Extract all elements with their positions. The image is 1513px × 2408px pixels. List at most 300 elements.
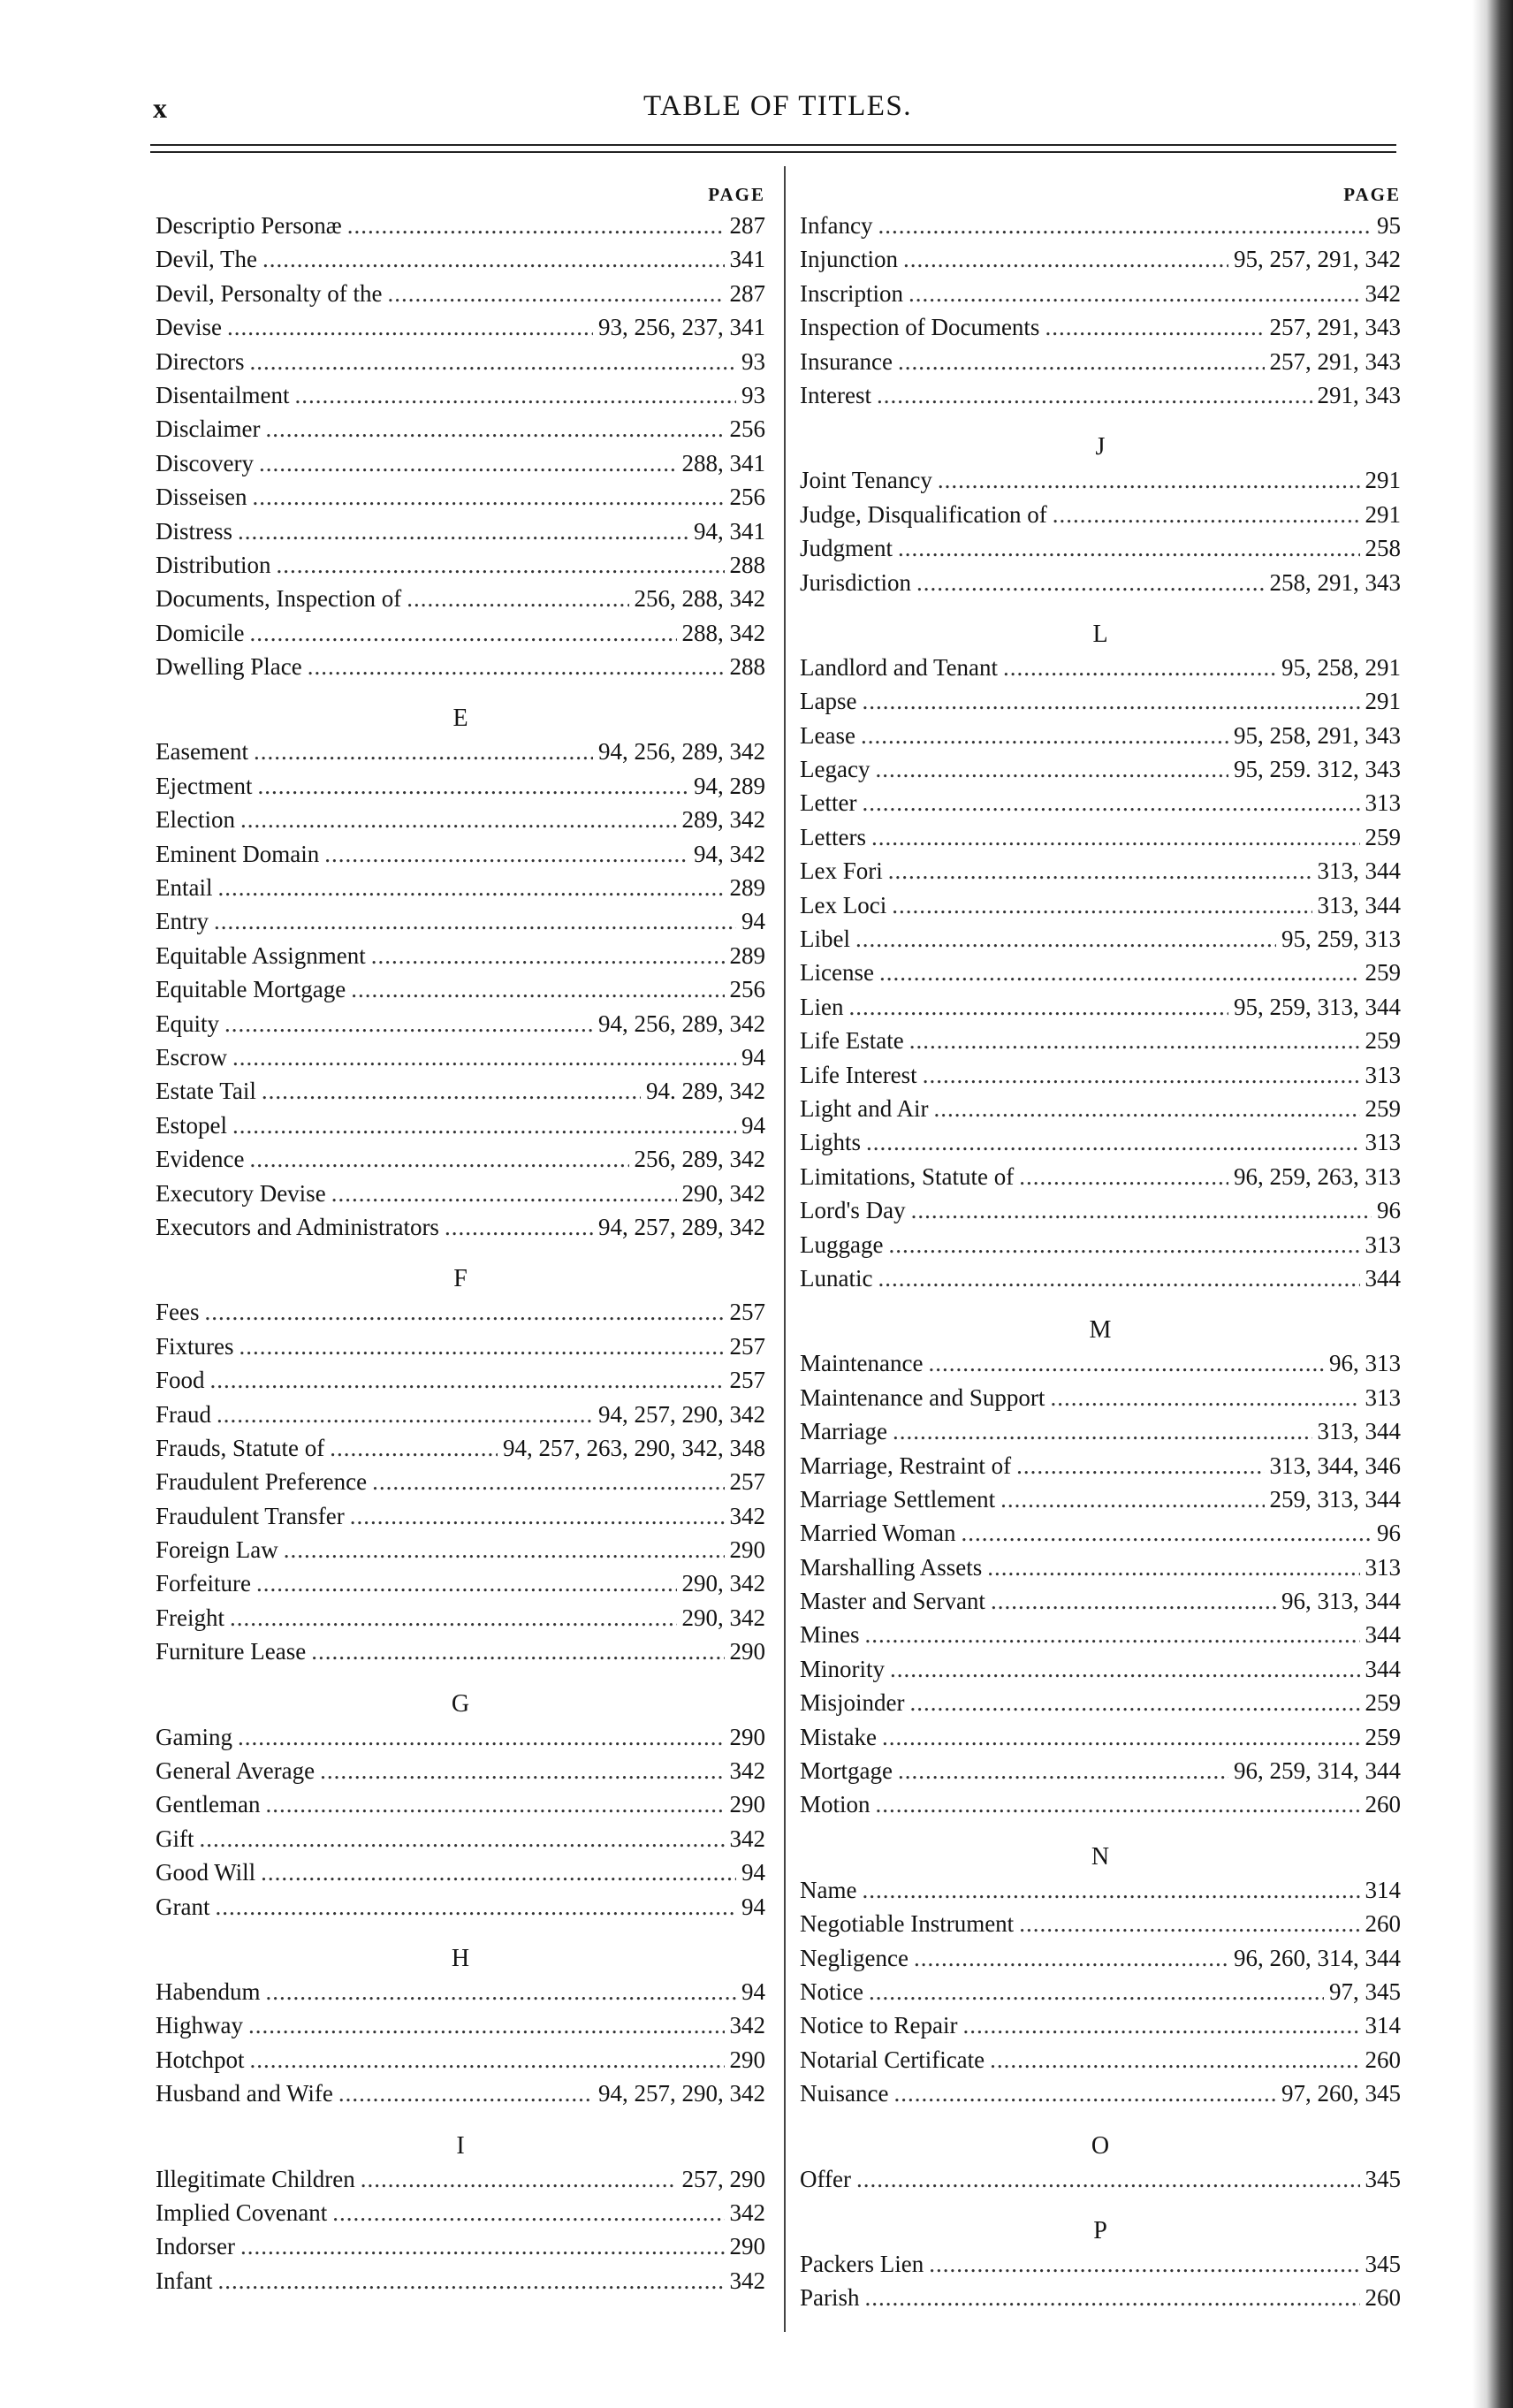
entry-pages: 258, 291, 343 — [1269, 568, 1401, 596]
leader-dots — [1019, 1163, 1228, 1191]
leader-dots — [214, 908, 736, 935]
entry-pages: 290 — [729, 1723, 765, 1750]
entry-title: Dwelling Place — [156, 653, 302, 681]
index-entry — [800, 1910, 1401, 1944]
leader-dots — [249, 348, 736, 376]
entry-title: Food — [156, 1367, 205, 1394]
leader-dots — [862, 688, 1359, 715]
leader-dots — [217, 874, 724, 902]
leader-dots — [1045, 314, 1264, 341]
entry-title: Furniture Lease — [156, 1638, 307, 1665]
leader-dots — [210, 1367, 725, 1394]
entry-title: Lease — [800, 721, 855, 749]
entry-pages: 257, 290 — [681, 2165, 765, 2192]
leader-dots — [265, 1978, 736, 2006]
entry-pages: 291, 343 — [1317, 381, 1401, 408]
entry-pages: 314 — [1365, 2012, 1401, 2039]
section-letter: P — [1093, 2216, 1107, 2244]
entry-title: Infant — [156, 2267, 213, 2294]
index-entry — [800, 1062, 1401, 1095]
entry-title: Lights — [800, 1129, 862, 1156]
index-entry — [156, 1825, 765, 1859]
entry-pages: 94, 341 — [694, 517, 765, 545]
leader-dots — [855, 926, 1276, 953]
entry-pages: 95, 258, 291 — [1281, 653, 1401, 681]
entry-title: Legacy — [800, 756, 871, 783]
header-rule-bottom — [150, 151, 1396, 153]
entry-pages: 260 — [1365, 2284, 1401, 2312]
leader-dots — [911, 1197, 1372, 1224]
entry-title: Devil, Personalty of the — [156, 279, 383, 307]
leader-dots — [361, 2166, 677, 2193]
entry-title: Maintenance and Support — [800, 1383, 1045, 1411]
entry-title: Grant — [156, 1893, 210, 1920]
entry-pages: 256 — [729, 415, 765, 443]
leader-dots — [284, 1536, 725, 1564]
entry-pages: 290 — [729, 2233, 765, 2260]
entry-title: Estate Tail — [156, 1078, 256, 1105]
entry-title: Eminent Domain — [156, 840, 320, 867]
index-entry — [156, 1791, 765, 1825]
leader-dots — [893, 2080, 1276, 2107]
leader-dots — [962, 2012, 1359, 2039]
entry-title: Fraud — [156, 1400, 211, 1428]
index-entry — [156, 653, 765, 687]
entry-pages: 257 — [729, 1468, 765, 1496]
entry-pages: 313 — [1365, 1129, 1401, 1156]
entry-pages: 342 — [1365, 279, 1401, 307]
leader-dots — [262, 1078, 641, 1105]
entry-title: Letters — [800, 823, 866, 850]
index-entry — [800, 1452, 1401, 1486]
section-letter: J — [1095, 433, 1106, 461]
entry-title: Fees — [156, 1299, 200, 1326]
entry-title: Notice to Repair — [800, 2012, 958, 2039]
index-entry — [156, 1894, 765, 1927]
entry-title: Parish — [800, 2284, 860, 2312]
index-entry — [156, 738, 765, 772]
index-entry — [156, 1724, 765, 1757]
leader-dots — [332, 2199, 724, 2227]
entry-pages: 94, 257, 289, 342 — [598, 1213, 765, 1240]
entry-title: Illegitimate Children — [156, 2165, 355, 2192]
index-entry — [156, 212, 765, 246]
leader-dots — [238, 1724, 725, 1751]
entry-title: Discovery — [156, 449, 254, 476]
leader-dots — [239, 1333, 725, 1360]
entry-pages: 289 — [729, 874, 765, 902]
leader-dots — [879, 959, 1360, 987]
entry-pages: 96, 259, 314, 344 — [1234, 1757, 1401, 1785]
leader-dots — [861, 722, 1228, 750]
index-entry — [800, 1231, 1401, 1265]
entry-pages: 96 — [1377, 1520, 1401, 1547]
entry-pages: 94, 257, 290, 342 — [598, 2080, 765, 2107]
leader-dots — [1003, 654, 1276, 682]
index-entry — [800, 1520, 1401, 1553]
leader-dots — [875, 756, 1228, 783]
entry-title: Frauds, Statute of — [156, 1434, 325, 1461]
section-letter: O — [1091, 2131, 1110, 2160]
index-entry — [800, 892, 1401, 926]
entry-title: Judgment — [800, 535, 893, 562]
index-entry — [156, 2166, 765, 2199]
leader-dots — [347, 212, 725, 240]
index-entry — [800, 722, 1401, 756]
leader-dots — [991, 1588, 1276, 1615]
entry-pages: 344 — [1365, 1655, 1401, 1682]
index-entry — [156, 314, 765, 347]
entry-title: Foreign Law — [156, 1536, 278, 1564]
entry-title: Easement — [156, 738, 248, 766]
entry-pages: 93 — [741, 381, 765, 408]
entry-pages: 94, 342 — [694, 840, 765, 867]
entry-title: Libel — [800, 926, 850, 953]
index-entry — [800, 2046, 1401, 2080]
entry-pages: 93, 256, 237, 341 — [598, 314, 765, 341]
index-entry — [156, 484, 765, 517]
entry-pages: 290, 342 — [681, 1570, 765, 1597]
entry-pages: 257, 291, 343 — [1269, 314, 1401, 341]
entry-title: Lex Loci — [800, 891, 887, 918]
leader-dots — [253, 484, 725, 511]
index-entry — [156, 1180, 765, 1214]
index-entry — [156, 2233, 765, 2267]
entry-pages: 289 — [729, 941, 765, 969]
section-letter: I — [456, 2131, 465, 2160]
index-entry — [800, 1757, 1401, 1791]
entry-pages: 259 — [1365, 1689, 1401, 1717]
entry-title: Maintenance — [800, 1350, 924, 1377]
index-entry — [156, 1146, 765, 1179]
index-entry — [800, 756, 1401, 789]
entry-pages: 94, 256, 289, 342 — [598, 738, 765, 766]
entry-pages: 345 — [1365, 2165, 1401, 2192]
index-entry — [156, 1859, 765, 1893]
leader-dots — [224, 1010, 593, 1038]
leader-dots — [848, 994, 1228, 1021]
entry-pages: 342 — [729, 2267, 765, 2294]
leader-dots — [890, 1656, 1359, 1683]
entry-title: Election — [156, 806, 235, 834]
entry-pages: 94. 289, 342 — [646, 1078, 765, 1105]
entry-title: Fraudulent Preference — [156, 1468, 368, 1496]
index-entry — [156, 2267, 765, 2301]
entry-pages: 260 — [1365, 2046, 1401, 2073]
index-entry — [156, 874, 765, 908]
entry-title: Offer — [800, 2165, 851, 2192]
entry-pages: 313 — [1365, 1231, 1401, 1258]
entry-pages: 94 — [741, 1111, 765, 1139]
index-entry — [800, 2251, 1401, 2284]
index-entry — [156, 1570, 765, 1604]
index-entry — [800, 824, 1401, 857]
index-entry — [800, 1027, 1401, 1061]
leader-dots — [898, 535, 1360, 562]
entry-title: Married Woman — [800, 1520, 956, 1547]
entry-title: Directors — [156, 347, 245, 375]
leader-dots — [990, 2046, 1359, 2074]
index-entry — [156, 841, 765, 874]
entry-title: Indorser — [156, 2233, 235, 2260]
entry-pages: 256, 288, 342 — [634, 585, 765, 613]
index-entry — [800, 1350, 1401, 1383]
index-entry — [800, 2166, 1401, 2199]
section-letter: M — [1089, 1316, 1112, 1345]
entry-title: Limitations, Statute of — [800, 1162, 1015, 1190]
index-entry — [800, 1656, 1401, 1689]
page-title: TABLE OF TITLES. — [643, 90, 912, 122]
leader-dots — [250, 2046, 725, 2074]
index-entry — [800, 1129, 1401, 1162]
index-entry — [800, 2012, 1401, 2046]
entry-title: Documents, Inspection of — [156, 585, 402, 613]
entry-pages: 259 — [1365, 1094, 1401, 1122]
entry-title: Motion — [800, 1791, 871, 1818]
entry-pages: 288 — [729, 653, 765, 681]
leader-dots — [350, 1503, 725, 1530]
left-column — [156, 177, 765, 2301]
entry-pages: 94 — [741, 1043, 765, 1071]
index-entry — [800, 1486, 1401, 1520]
entry-pages: 287 — [729, 279, 765, 307]
leader-dots — [259, 450, 677, 477]
entry-pages: 257 — [729, 1299, 765, 1326]
entry-pages: 290 — [729, 2046, 765, 2073]
entry-pages: 344 — [1365, 1621, 1401, 1649]
page-folio: x — [153, 92, 167, 124]
index-entry — [800, 1163, 1401, 1197]
entry-title: Estopel — [156, 1111, 227, 1139]
entry-pages: 289, 342 — [681, 806, 765, 834]
index-entry — [156, 2080, 765, 2114]
entry-title: Highway — [156, 2012, 243, 2039]
leader-dots — [898, 1757, 1228, 1785]
entry-title: Habendum — [156, 1977, 261, 2005]
entry-title: Luggage — [800, 1231, 884, 1258]
leader-dots — [232, 1112, 736, 1139]
entry-pages: 260 — [1365, 1791, 1401, 1818]
entry-pages: 256, 289, 342 — [634, 1146, 765, 1173]
leader-dots — [240, 806, 677, 834]
page-header — [150, 88, 1405, 133]
entry-title: Lien — [800, 993, 844, 1020]
index-entry — [800, 2080, 1401, 2114]
entry-title: Notarial Certificate — [800, 2046, 985, 2073]
index-entry — [156, 2046, 765, 2080]
leader-dots — [888, 857, 1312, 885]
entry-title: Equitable Mortgage — [156, 976, 346, 1003]
leader-dots — [903, 246, 1228, 273]
leader-dots — [933, 1095, 1359, 1123]
entry-title: Marriage, Restraint of — [800, 1452, 1012, 1479]
leader-dots — [909, 1027, 1360, 1055]
entry-pages: 94, 257, 263, 290, 342, 348 — [503, 1434, 765, 1461]
index-entry — [800, 348, 1401, 382]
entry-title: Devil, The — [156, 246, 257, 273]
leader-dots — [962, 1520, 1372, 1547]
section-letter: N — [1091, 1842, 1110, 1871]
leader-dots — [929, 2251, 1359, 2278]
index-entry — [800, 1095, 1401, 1129]
entry-title: Name — [800, 1876, 857, 1903]
entry-title: Distress — [156, 517, 232, 545]
index-entry — [156, 1435, 765, 1468]
entry-pages: 342 — [729, 1825, 765, 1852]
entry-pages: 314 — [1365, 1876, 1401, 1903]
entry-title: Executors and Administrators — [156, 1213, 439, 1240]
index-entry — [156, 773, 765, 806]
entry-title: Disseisen — [156, 484, 247, 511]
leader-dots — [892, 892, 1312, 919]
entry-title: Marriage — [800, 1418, 887, 1445]
entry-pages: 290 — [729, 1638, 765, 1665]
index-entry — [800, 1588, 1401, 1621]
entry-pages: 93 — [741, 347, 765, 375]
entry-pages: 95, 259. 312, 343 — [1234, 756, 1401, 783]
leader-dots — [916, 569, 1265, 597]
entry-title: Landlord and Tenant — [800, 653, 999, 681]
entry-pages: 94 — [741, 908, 765, 935]
entry-title: Judge, Disqualification of — [800, 500, 1047, 528]
entry-title: Inspection of Documents — [800, 314, 1040, 341]
index-entry — [800, 1724, 1401, 1757]
index-entry — [156, 806, 765, 840]
leader-dots — [1053, 501, 1360, 529]
index-entry — [156, 1044, 765, 1078]
entry-pages: 313 — [1365, 1553, 1401, 1581]
entry-pages: 313, 344 — [1317, 857, 1401, 885]
index-entry — [156, 1214, 765, 1247]
page-edge-shadow — [1472, 0, 1513, 2408]
entry-title: Gentleman — [156, 1791, 261, 1818]
entry-title: Good Will — [156, 1859, 256, 1886]
entry-pages: 288 — [729, 551, 765, 578]
right-column — [800, 177, 1401, 2319]
leader-dots — [320, 1757, 724, 1785]
entry-pages: 344 — [1365, 1264, 1401, 1292]
leader-dots — [338, 2080, 593, 2107]
entry-pages: 290, 342 — [681, 1179, 765, 1207]
index-entry — [800, 1945, 1401, 1978]
leader-dots — [878, 1265, 1359, 1292]
entry-pages: 257, 291, 343 — [1269, 347, 1401, 375]
entry-title: Minority — [800, 1655, 886, 1682]
entry-title: Life Interest — [800, 1061, 917, 1088]
entry-title: Fraudulent Transfer — [156, 1502, 345, 1529]
section-letter: G — [451, 1689, 470, 1718]
leader-dots — [1000, 1486, 1264, 1513]
leader-dots — [249, 1146, 628, 1173]
leader-dots — [308, 653, 725, 681]
leader-dots — [261, 1859, 736, 1886]
section-letter: F — [453, 1265, 468, 1293]
entry-title: Equity — [156, 1010, 219, 1037]
index-entry — [156, 1468, 765, 1502]
leader-dots — [445, 1214, 593, 1241]
entry-pages: 259 — [1365, 823, 1401, 850]
index-entry — [800, 280, 1401, 314]
entry-title: Devise — [156, 314, 222, 341]
entry-pages: 259 — [1365, 959, 1401, 987]
section-letter: E — [452, 705, 468, 733]
index-entry — [156, 2199, 765, 2233]
leader-dots — [331, 1180, 677, 1208]
entry-title: Evidence — [156, 1146, 245, 1173]
index-entry — [156, 1401, 765, 1435]
leader-dots — [262, 246, 725, 273]
index-entry — [800, 926, 1401, 959]
entry-title: Implied Covenant — [156, 2198, 328, 2226]
index-entry — [156, 450, 765, 484]
leader-dots — [910, 1689, 1360, 1717]
index-entry — [800, 654, 1401, 688]
entry-pages: 97, 260, 345 — [1281, 2080, 1401, 2107]
entry-title: Marshalling Assets — [800, 1553, 983, 1581]
entry-title: Lapse — [800, 688, 857, 715]
leader-dots — [865, 2284, 1360, 2312]
entry-title: Executory Devise — [156, 1179, 326, 1207]
entry-title: Disclaimer — [156, 415, 261, 443]
entry-title: Letter — [800, 789, 857, 817]
index-entry — [156, 2012, 765, 2046]
index-entry — [800, 789, 1401, 823]
entry-title: Lex Fori — [800, 857, 883, 885]
leader-dots — [862, 1877, 1359, 1904]
entry-title: Mortgage — [800, 1757, 893, 1785]
page-column-label: PAGE — [1343, 184, 1401, 205]
entry-pages: 96 — [1377, 1197, 1401, 1224]
index-entry — [156, 1299, 765, 1332]
entry-title: Disentailment — [156, 381, 290, 408]
entry-pages: 96, 313 — [1329, 1350, 1401, 1377]
entry-title: Injunction — [800, 246, 898, 273]
entry-title: Lord's Day — [800, 1197, 906, 1224]
entry-pages: 290, 342 — [681, 1604, 765, 1631]
leader-dots — [938, 467, 1360, 494]
section-letter: L — [1092, 620, 1108, 648]
entry-pages: 342 — [729, 2012, 765, 2039]
leader-dots — [249, 620, 676, 647]
entry-pages: 287 — [729, 212, 765, 239]
entry-pages: 94 — [741, 1893, 765, 1920]
entry-pages: 95, 257, 291, 342 — [1234, 246, 1401, 273]
index-entry — [156, 1604, 765, 1638]
leader-dots — [914, 1945, 1228, 1972]
section-letter: H — [451, 1944, 470, 1972]
entry-title: Escrow — [156, 1043, 227, 1071]
index-entry — [156, 552, 765, 585]
leader-dots — [330, 1435, 498, 1462]
index-entry — [156, 908, 765, 941]
entry-pages: 94, 289 — [694, 772, 765, 799]
leader-dots — [876, 1791, 1360, 1818]
page-column-label: PAGE — [708, 184, 765, 205]
leader-dots — [928, 1350, 1324, 1377]
index-entry — [156, 1638, 765, 1672]
leader-dots — [257, 773, 688, 800]
leader-dots — [869, 1978, 1324, 2006]
index-entry — [800, 314, 1401, 347]
entry-title: Misjoinder — [800, 1689, 905, 1717]
entry-pages: 313 — [1365, 789, 1401, 817]
index-entry — [156, 382, 765, 415]
entry-pages: 259 — [1365, 1723, 1401, 1750]
entry-pages: 94 — [741, 1977, 765, 2005]
index-entry — [800, 1554, 1401, 1588]
entry-pages: 94, 257, 290, 342 — [598, 1400, 765, 1428]
entry-pages: 341 — [729, 246, 765, 273]
